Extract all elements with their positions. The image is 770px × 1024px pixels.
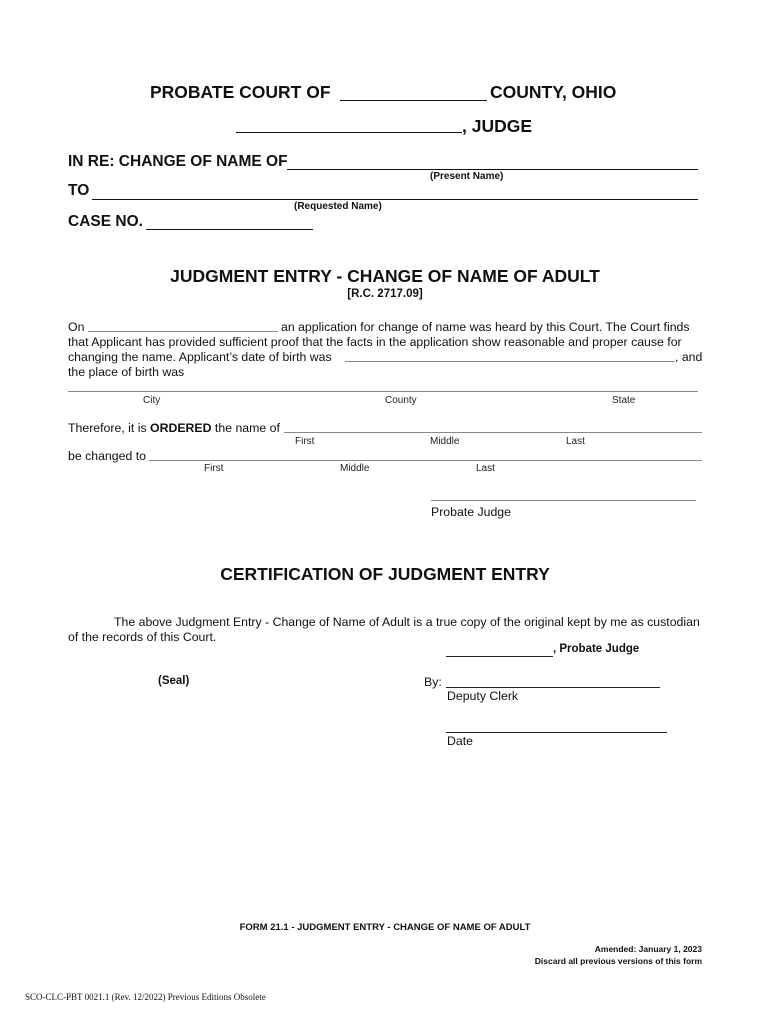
state-label: State <box>612 395 636 406</box>
present-name-field[interactable] <box>287 169 698 170</box>
requested-name-caption: (Requested Name) <box>294 201 382 212</box>
amended-date: Amended: January 1, 2023 <box>594 944 702 954</box>
city-label: City <box>143 395 161 406</box>
changed-to-label: be changed to <box>68 449 146 463</box>
form-title-footer: FORM 21.1 - JUDGMENT ENTRY - CHANGE OF NAME OF ADULT <box>239 922 531 933</box>
new-first-label: First <box>204 463 224 474</box>
date-label: Date <box>447 734 473 748</box>
judge-signature-line[interactable] <box>431 500 696 501</box>
court-title-left: PROBATE COURT OF <box>150 82 331 102</box>
certification-title: CERTIFICATION OF JUDGMENT ENTRY <box>220 564 550 584</box>
deputy-clerk-label: Deputy Clerk <box>447 689 519 703</box>
case-no-label: CASE NO. <box>68 213 143 230</box>
probate-judge-label: Probate Judge <box>431 505 511 519</box>
dob-label: changing the name. Applicant’s date of birth was <box>68 350 332 364</box>
hearing-date-field[interactable] <box>88 331 278 332</box>
ordered-prefix: Therefore, it is <box>68 421 151 435</box>
date-line[interactable] <box>446 732 667 733</box>
hearing-text-line2: that Applicant has provided sufficient proof that the facts in the application show reasonable and proper cause for <box>68 335 682 349</box>
hearing-on-label: On <box>68 320 85 334</box>
current-last-label: Last <box>566 436 585 447</box>
new-name-field[interactable] <box>149 460 702 461</box>
current-name-field[interactable] <box>284 432 702 433</box>
birthplace-field[interactable] <box>68 391 698 392</box>
dob-end: , and <box>675 350 703 364</box>
case-no-field[interactable] <box>146 229 313 230</box>
seal-label: (Seal) <box>158 675 190 687</box>
ordered-suffix: the name of <box>211 421 280 435</box>
cert-judge-name-field[interactable] <box>446 656 553 657</box>
judge-suffix: , JUDGE <box>462 116 533 136</box>
birthplace-label: the place of birth was <box>68 365 185 379</box>
by-label: By: <box>424 675 442 689</box>
to-label: TO <box>68 182 90 199</box>
cert-probate-judge-label: , Probate Judge <box>553 643 640 655</box>
ordered-bold: ORDERED <box>150 421 212 435</box>
current-middle-label: Middle <box>430 436 460 447</box>
current-first-label: First <box>295 436 315 447</box>
hearing-text-line1: an application for change of name was heard by this Court. The Court finds <box>281 320 690 334</box>
deputy-clerk-signature-line[interactable] <box>446 687 660 688</box>
in-re-label: IN RE: CHANGE OF NAME OF <box>68 153 288 170</box>
certification-text-line1: The above Judgment Entry - Change of Name of Adult is a true copy of the original kept by me as custodian <box>114 615 700 629</box>
county-label: County <box>385 395 417 406</box>
new-middle-label: Middle <box>340 463 370 474</box>
statute-reference: [R.C. 2717.09] <box>347 288 423 300</box>
judgment-title: JUDGMENT ENTRY - CHANGE OF NAME OF ADULT <box>170 266 600 286</box>
new-last-label: Last <box>476 463 495 474</box>
discard-notice: Discard all previous versions of this form <box>534 956 702 966</box>
form-code: SCO-CLC-PBT 0021.1 (Rev. 12/2022) Previous Editions Obsolete <box>25 992 266 1002</box>
certification-text-line2: of the records of this Court. <box>68 630 217 644</box>
county-name-field[interactable] <box>340 100 487 101</box>
ordered-line <box>68 421 280 436</box>
judge-name-field[interactable] <box>236 132 462 133</box>
requested-name-field[interactable] <box>92 199 698 200</box>
present-name-caption: (Present Name) <box>430 171 504 182</box>
dob-field[interactable] <box>345 361 675 362</box>
court-title-right: COUNTY, OHIO <box>490 82 617 102</box>
